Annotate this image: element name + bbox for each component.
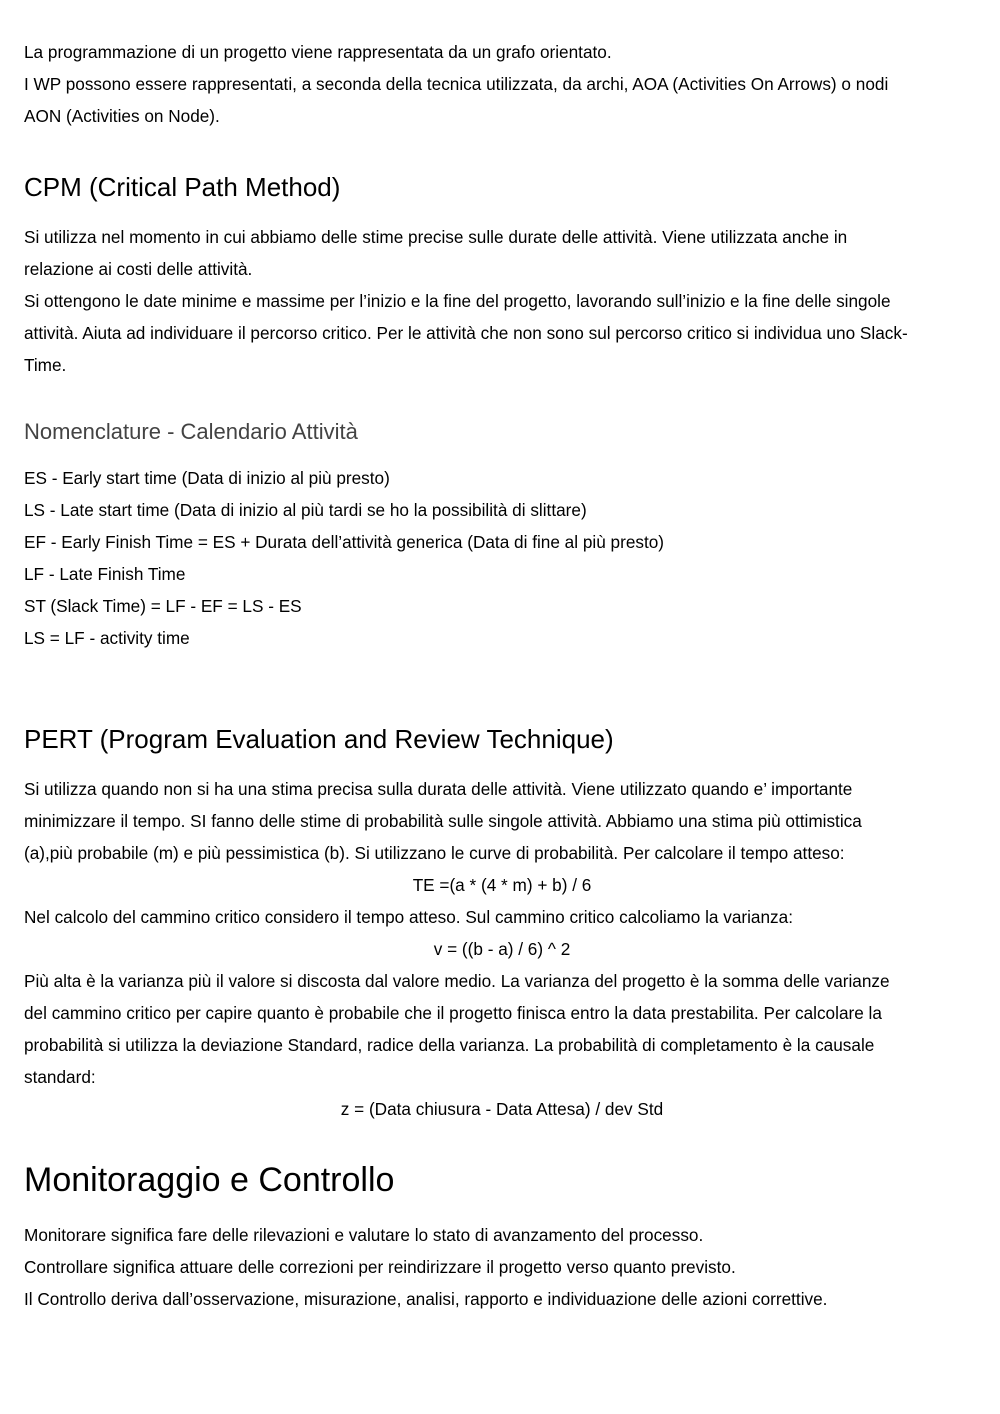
cpm-line: Si utilizza nel momento in cui abbiamo delle stime precise sulle durate delle attività. Viene utilizzata anche in — [24, 227, 848, 247]
nomenclature-item: ES - Early start time (Data di inizio al più presto) — [24, 468, 390, 488]
intro-section — [24, 36, 980, 132]
cpm-line: Time. — [24, 355, 67, 375]
monitoring-heading: Monitoraggio e Controllo — [24, 1161, 395, 1199]
pert-line: Nel calcolo del cammino critico considero il tempo atteso. Sul cammino critico calcoliamo la varianza: — [24, 907, 793, 927]
cpm-section — [24, 221, 980, 381]
monitoring-line: Controllare significa attuare delle correzioni per reindirizzare il progetto verso quanto previsto. — [24, 1257, 736, 1277]
pert-section — [24, 773, 980, 1125]
pert-heading: PERT (Program Evaluation and Review Technique) — [24, 724, 614, 754]
monitoring-line: Monitorare significa fare delle rilevazioni e valutare lo stato di avanzamento del processo. — [24, 1225, 704, 1245]
monitoring-section — [24, 1219, 980, 1315]
pert-line: probabilità si utilizza la deviazione Standard, radice della varianza. La probabilità di completamento è la causale — [24, 1035, 875, 1055]
document-page — [24, 36, 980, 1315]
intro-line: AON (Activities on Node). — [24, 106, 220, 126]
pert-line: Si utilizza quando non si ha una stima precisa sulla durata delle attività. Viene utilizzato quando e’ importante — [24, 779, 853, 799]
cpm-line: relazione ai costi delle attività. — [24, 259, 253, 279]
nomenclature-heading: Nomenclature - Calendario Attività — [24, 419, 358, 444]
pert-line: Più alta è la varianza più il valore si discosta dal valore medio. La varianza del progetto è la somma delle varianze — [24, 971, 890, 991]
nomenclature-item: LS = LF - activity time — [24, 628, 190, 648]
nomenclature-item: ST (Slack Time) = LF - EF = LS - ES — [24, 596, 302, 616]
pert-line: standard: — [24, 1067, 96, 1087]
pert-line: del cammino critico per capire quanto è probabile che il progetto finisca entro la data prestabilita. Per calcolare la — [24, 1003, 882, 1023]
nomenclature-item: LS - Late start time (Data di inizio al più tardi se ho la possibilità di slittare) — [24, 500, 587, 520]
intro-line: La programmazione di un progetto viene rappresentata da un grafo orientato. — [24, 42, 612, 62]
formula-z: z = (Data chiusura - Data Attesa) / dev Std — [340, 1099, 664, 1119]
intro-line: I WP possono essere rappresentati, a seconda della tecnica utilizzata, da archi, AOA (Activities On Arrows) o nodi — [24, 74, 889, 94]
formula-expected-time: TE =(a * (4 * m) + b) / 6 — [412, 875, 592, 895]
cpm-heading: CPM (Critical Path Method) — [24, 172, 341, 202]
nomenclature-list — [24, 462, 980, 654]
cpm-line: attività. Aiuta ad individuare il percorso critico. Per le attività che non sono sul percorso critico si individua uno Slack- — [24, 323, 908, 343]
formula-variance: v = ((b - a) / 6) ^ 2 — [433, 939, 571, 959]
monitoring-line: Il Controllo deriva dall’osservazione, misurazione, analisi, rapporto e individuazione delle azioni correttive. — [24, 1289, 828, 1309]
pert-line: (a),più probabile (m) e più pessimistica (b). Si utilizzano le curve di probabilità. Per calcolare il tempo atteso: — [24, 843, 845, 863]
cpm-line: Si ottengono le date minime e massime per l’inizio e la fine del progetto, lavorando sull’inizio e la fine delle singole — [24, 291, 891, 311]
pert-line: minimizzare il tempo. SI fanno delle stime di probabilità sulle singole attività. Abbiamo una stima più ottimistica — [24, 811, 862, 831]
nomenclature-item: LF - Late Finish Time — [24, 564, 186, 584]
nomenclature-item: EF - Early Finish Time = ES + Durata dell’attività generica (Data di fine al più presto) — [24, 532, 665, 552]
